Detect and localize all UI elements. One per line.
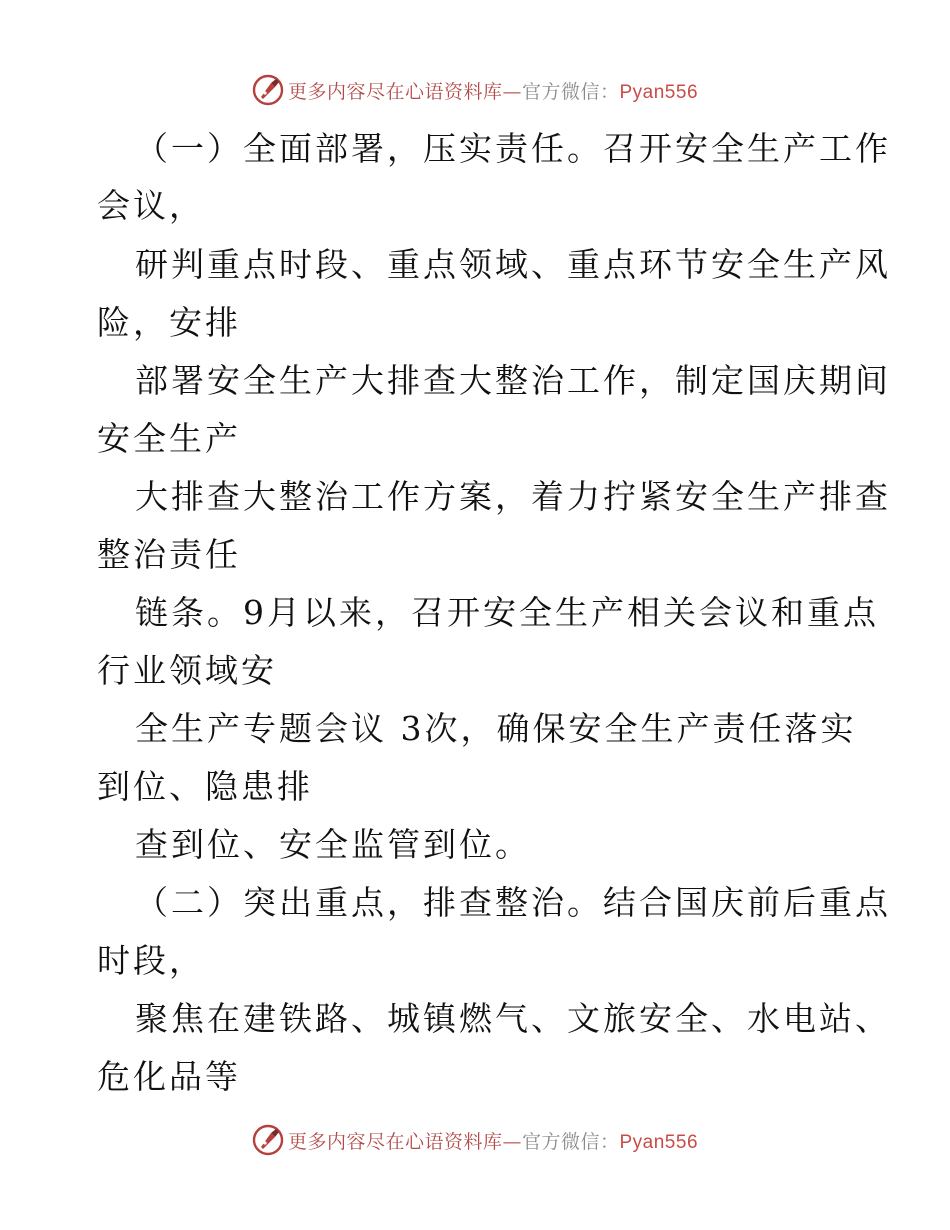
footer-watermark-banner bbox=[0, 1120, 950, 1160]
watermark-wechat-id: Pyan556 bbox=[619, 81, 699, 103]
paragraph-line: 到位、隐患排 bbox=[97, 767, 313, 806]
paragraph-line: 查到位、安全监管到位。 bbox=[135, 825, 531, 864]
watermark-dash: — bbox=[502, 1130, 522, 1153]
paragraph-line: 聚焦在建铁路、城镇燃气、文旅安全、水电站、 bbox=[135, 999, 891, 1038]
paragraph-line: （二）突出重点，排查整治。结合国庆前后重点 bbox=[135, 883, 891, 922]
paragraph-line: 全生产专题会议 3次，确保安全生产责任落实 bbox=[135, 709, 857, 748]
watermark-wechat-label: 官方微信： bbox=[521, 1130, 620, 1153]
watermark-text bbox=[288, 77, 698, 104]
watermark-text bbox=[288, 1127, 698, 1154]
watermark-site: 更多内容尽在心语资料库 bbox=[287, 1130, 503, 1153]
paragraph-line: 大排查大整治工作方案，着力拧紧安全生产排查 bbox=[135, 477, 891, 516]
paragraph-line: 整治责任 bbox=[97, 535, 241, 574]
watermark-wechat-label: 官方微信： bbox=[521, 80, 620, 103]
header-watermark-banner bbox=[0, 70, 950, 110]
paragraph-line: 链条。9月以来，召开安全生产相关会议和重点 bbox=[135, 593, 879, 632]
watermark-wechat-id: Pyan556 bbox=[619, 1131, 699, 1153]
paragraph-line: 行业领域安 bbox=[97, 651, 277, 690]
pen-nib-logo-icon bbox=[252, 1124, 284, 1156]
paragraph-line: 危化品等 bbox=[97, 1057, 241, 1096]
paragraph-line: 研判重点时段、重点领域、重点环节安全生产风 bbox=[135, 245, 891, 284]
pen-nib-logo-icon bbox=[252, 74, 284, 106]
paragraph-line: 会议， bbox=[97, 186, 205, 225]
paragraph-line: 险，安排 bbox=[97, 303, 241, 342]
watermark-dash: — bbox=[502, 80, 522, 103]
watermark-site: 更多内容尽在心语资料库 bbox=[287, 80, 503, 103]
paragraph-line: 时段， bbox=[97, 941, 205, 980]
paragraph-line: 部署安全生产大排查大整治工作，制定国庆期间 bbox=[135, 361, 891, 400]
paragraph-line: （一）全面部署，压实责任。召开安全生产工作 bbox=[135, 129, 891, 168]
paragraph-line: 安全生产 bbox=[97, 419, 241, 458]
